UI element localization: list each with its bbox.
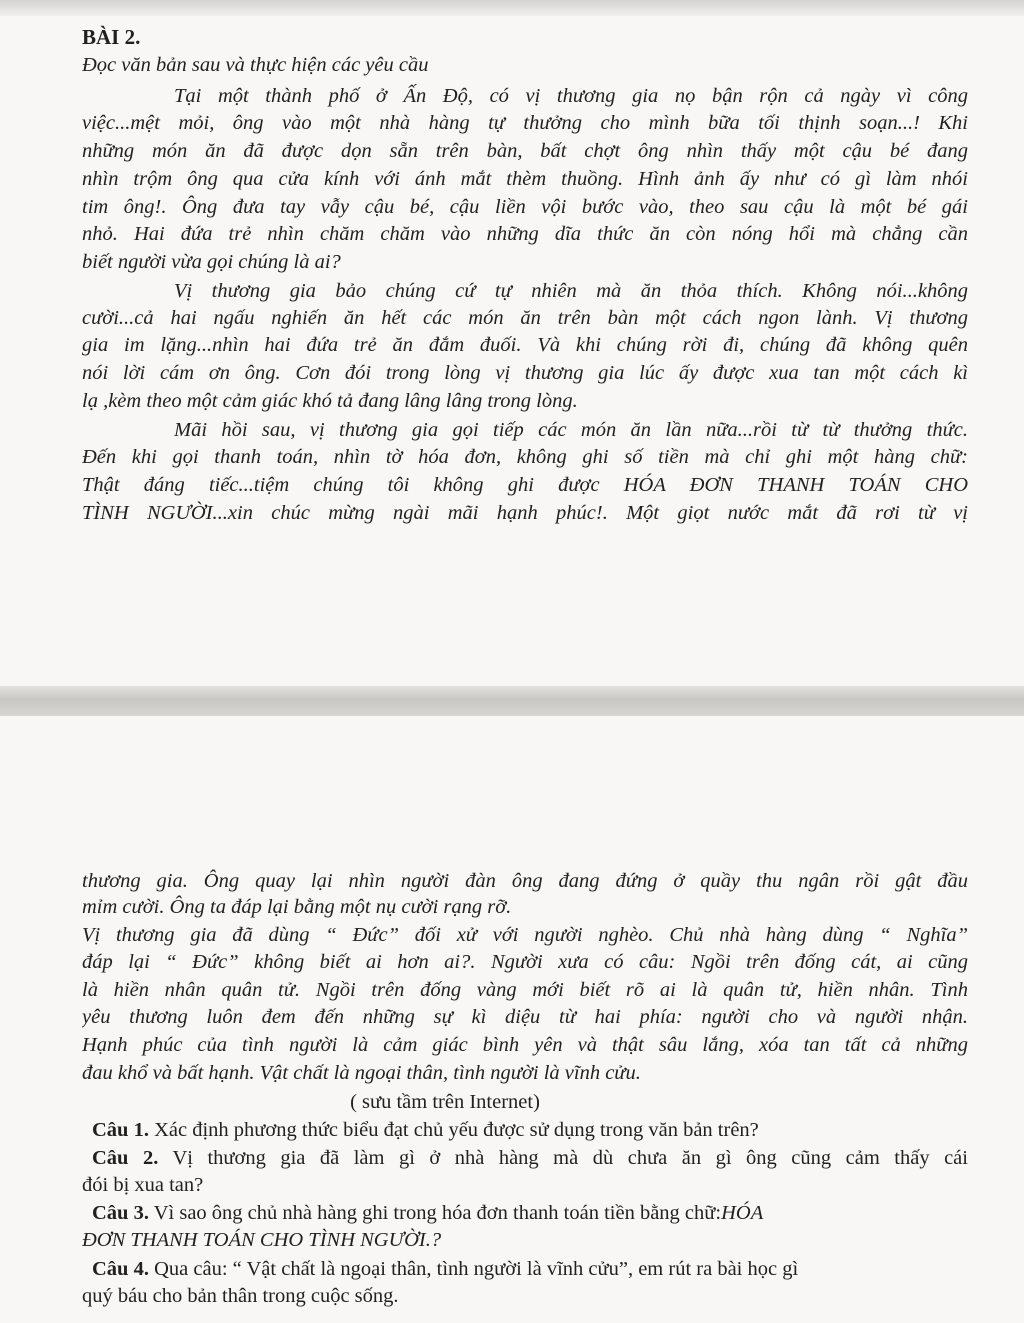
question-text: Vị thương gia đã làm gì ở nhà hàng mà dù chưa ăn gì ông cũng cảm thấy cái bbox=[158, 1147, 968, 1169]
question-3 bbox=[92, 1200, 968, 1226]
question-4 bbox=[92, 1256, 968, 1282]
passage-line: những món ăn đã được dọn sẵn trên bàn, bất chợt ông nhìn thấy một cậu bé đang bbox=[82, 140, 968, 162]
passage-line: Mãi hồi sau, vị thương gia gọi tiếp các món ăn lần nữa...rồi từ từ thưởng thức. bbox=[174, 419, 968, 441]
passage-line: gia im lặng...nhìn hai đứa trẻ ăn đắm đuối. Và khi chúng rời đi, chúng đã không quên bbox=[82, 334, 968, 356]
question-2 bbox=[92, 1145, 968, 1171]
question-text: Qua câu: “ Vật chất là ngoại thân, tình người là vĩnh cửu”, em rút ra bài học gì bbox=[148, 1258, 799, 1280]
passage-line: cười...cả hai ngấu nghiến ăn hết các món ăn trên bàn một cách ngon lành. Vị thương bbox=[82, 307, 968, 329]
passage-line: là hiền nhân quân tử. Ngồi trên đống vàng mới biết rõ ai là quân tử, hiền nhân. Tình bbox=[82, 979, 968, 1001]
passage-line: Tại một thành phố ở Ấn Độ, có vị thương gia nọ bận rộn cả ngày vì công bbox=[174, 85, 968, 107]
top-edge-shadow bbox=[0, 0, 1024, 16]
page-break-gap bbox=[0, 686, 1024, 716]
passage-line: lạ ,kèm theo một cảm giác khó tả đang lâng lâng trong lòng. bbox=[82, 390, 578, 412]
question-label: Câu 4. bbox=[92, 1258, 149, 1280]
question-2-cont: đói bị xua tan? bbox=[82, 1174, 204, 1196]
passage-line: đáp lại “ Đức” không biết ai hơn ai?. Người xưa có câu: Ngồi trên đống cát, ai cũng bbox=[82, 951, 968, 973]
passage-line: Vị thương gia đã dùng “ Đức” đối xử với người nghèo. Chủ nhà hàng dùng “ Nghĩa” bbox=[82, 924, 968, 946]
passage-line: tim ông!. Ông đưa tay vẫy cậu bé, cậu liền vội bước vào, theo sau cậu là một bé gái bbox=[82, 196, 968, 218]
passage-line: yêu thương luôn đem đến những sự kì diệu từ hai phía: người cho và người nhận. bbox=[82, 1006, 968, 1028]
question-4-cont: quý báu cho bản thân trong cuộc sống. bbox=[82, 1285, 399, 1307]
question-1 bbox=[92, 1117, 968, 1143]
exercise-title: BÀI 2. bbox=[82, 25, 141, 49]
passage-line: thương gia. Ông quay lại nhìn người đàn ông đang đứng ở quầy thu ngân rồi gật đầu bbox=[82, 870, 968, 892]
passage-line: mỉm cười. Ông ta đáp lại bằng một nụ cười rạng rỡ. bbox=[82, 896, 512, 918]
question-label: Câu 3. bbox=[92, 1202, 149, 1224]
question-label: Câu 1. bbox=[92, 1119, 149, 1141]
question-text-italic: HÓA bbox=[721, 1202, 764, 1224]
question-label: Câu 2. bbox=[92, 1147, 159, 1169]
passage-line: Đến khi gọi thanh toán, nhìn tờ hóa đơn, không ghi số tiền mà chỉ ghi một hàng chữ: bbox=[82, 446, 968, 468]
passage-line: nhìn trộm ông qua cửa kính với ánh mắt thèm thuồng. Hình ảnh ấy như có gì làm nhói bbox=[82, 168, 968, 190]
question-3-cont: ĐƠN THANH TOÁN CHO TÌNH NGƯỜI.? bbox=[82, 1229, 442, 1251]
question-text: Xác định phương thức biểu đạt chủ yếu được sử dụng trong văn bản trên? bbox=[148, 1119, 759, 1141]
passage-line: nói lời cám ơn ông. Cơn đói trong lòng vị thương gia lúc ấy được xua tan một cách kì bbox=[82, 362, 968, 384]
passage-line: đau khổ và bất hạnh. Vật chất là ngoại thân, tình người là vĩnh cửu. bbox=[82, 1062, 641, 1084]
passage-line: TÌNH NGƯỜI...xin chúc mừng ngài mãi hạnh phúc!. Một giọt nước mắt đã rơi từ vị bbox=[82, 502, 968, 524]
passage-line: Thật đáng tiếc...tiệm chúng tôi không ghi được HÓA ĐƠN THANH TOÁN CHO bbox=[82, 474, 968, 496]
passage-line: biết người vừa gọi chúng là ai? bbox=[82, 251, 341, 273]
source-note: ( sưu tầm trên Internet) bbox=[350, 1091, 540, 1113]
passage-line: nhỏ. Hai đứa trẻ nhìn chăm chăm vào những dĩa thức ăn còn nóng hổi mà chẳng cần bbox=[82, 223, 968, 245]
instruction-line: Đọc văn bản sau và thực hiện các yêu cầu bbox=[82, 54, 429, 76]
question-text: Vì sao ông chủ nhà hàng ghi trong hóa đơn thanh toán tiền bằng chữ: bbox=[148, 1202, 722, 1224]
passage-line: Hạnh phúc của tình người là cảm giác bình yên và thật sâu lắng, xóa tan tất cả những bbox=[82, 1034, 968, 1056]
passage-line: việc...mệt mỏi, ông vào một nhà hàng tự thưởng cho mình bữa tối thịnh soạn...! Khi bbox=[82, 112, 968, 134]
passage-line: Vị thương gia bảo chúng cứ tự nhiên mà ăn thỏa thích. Không nói...không bbox=[174, 280, 968, 302]
